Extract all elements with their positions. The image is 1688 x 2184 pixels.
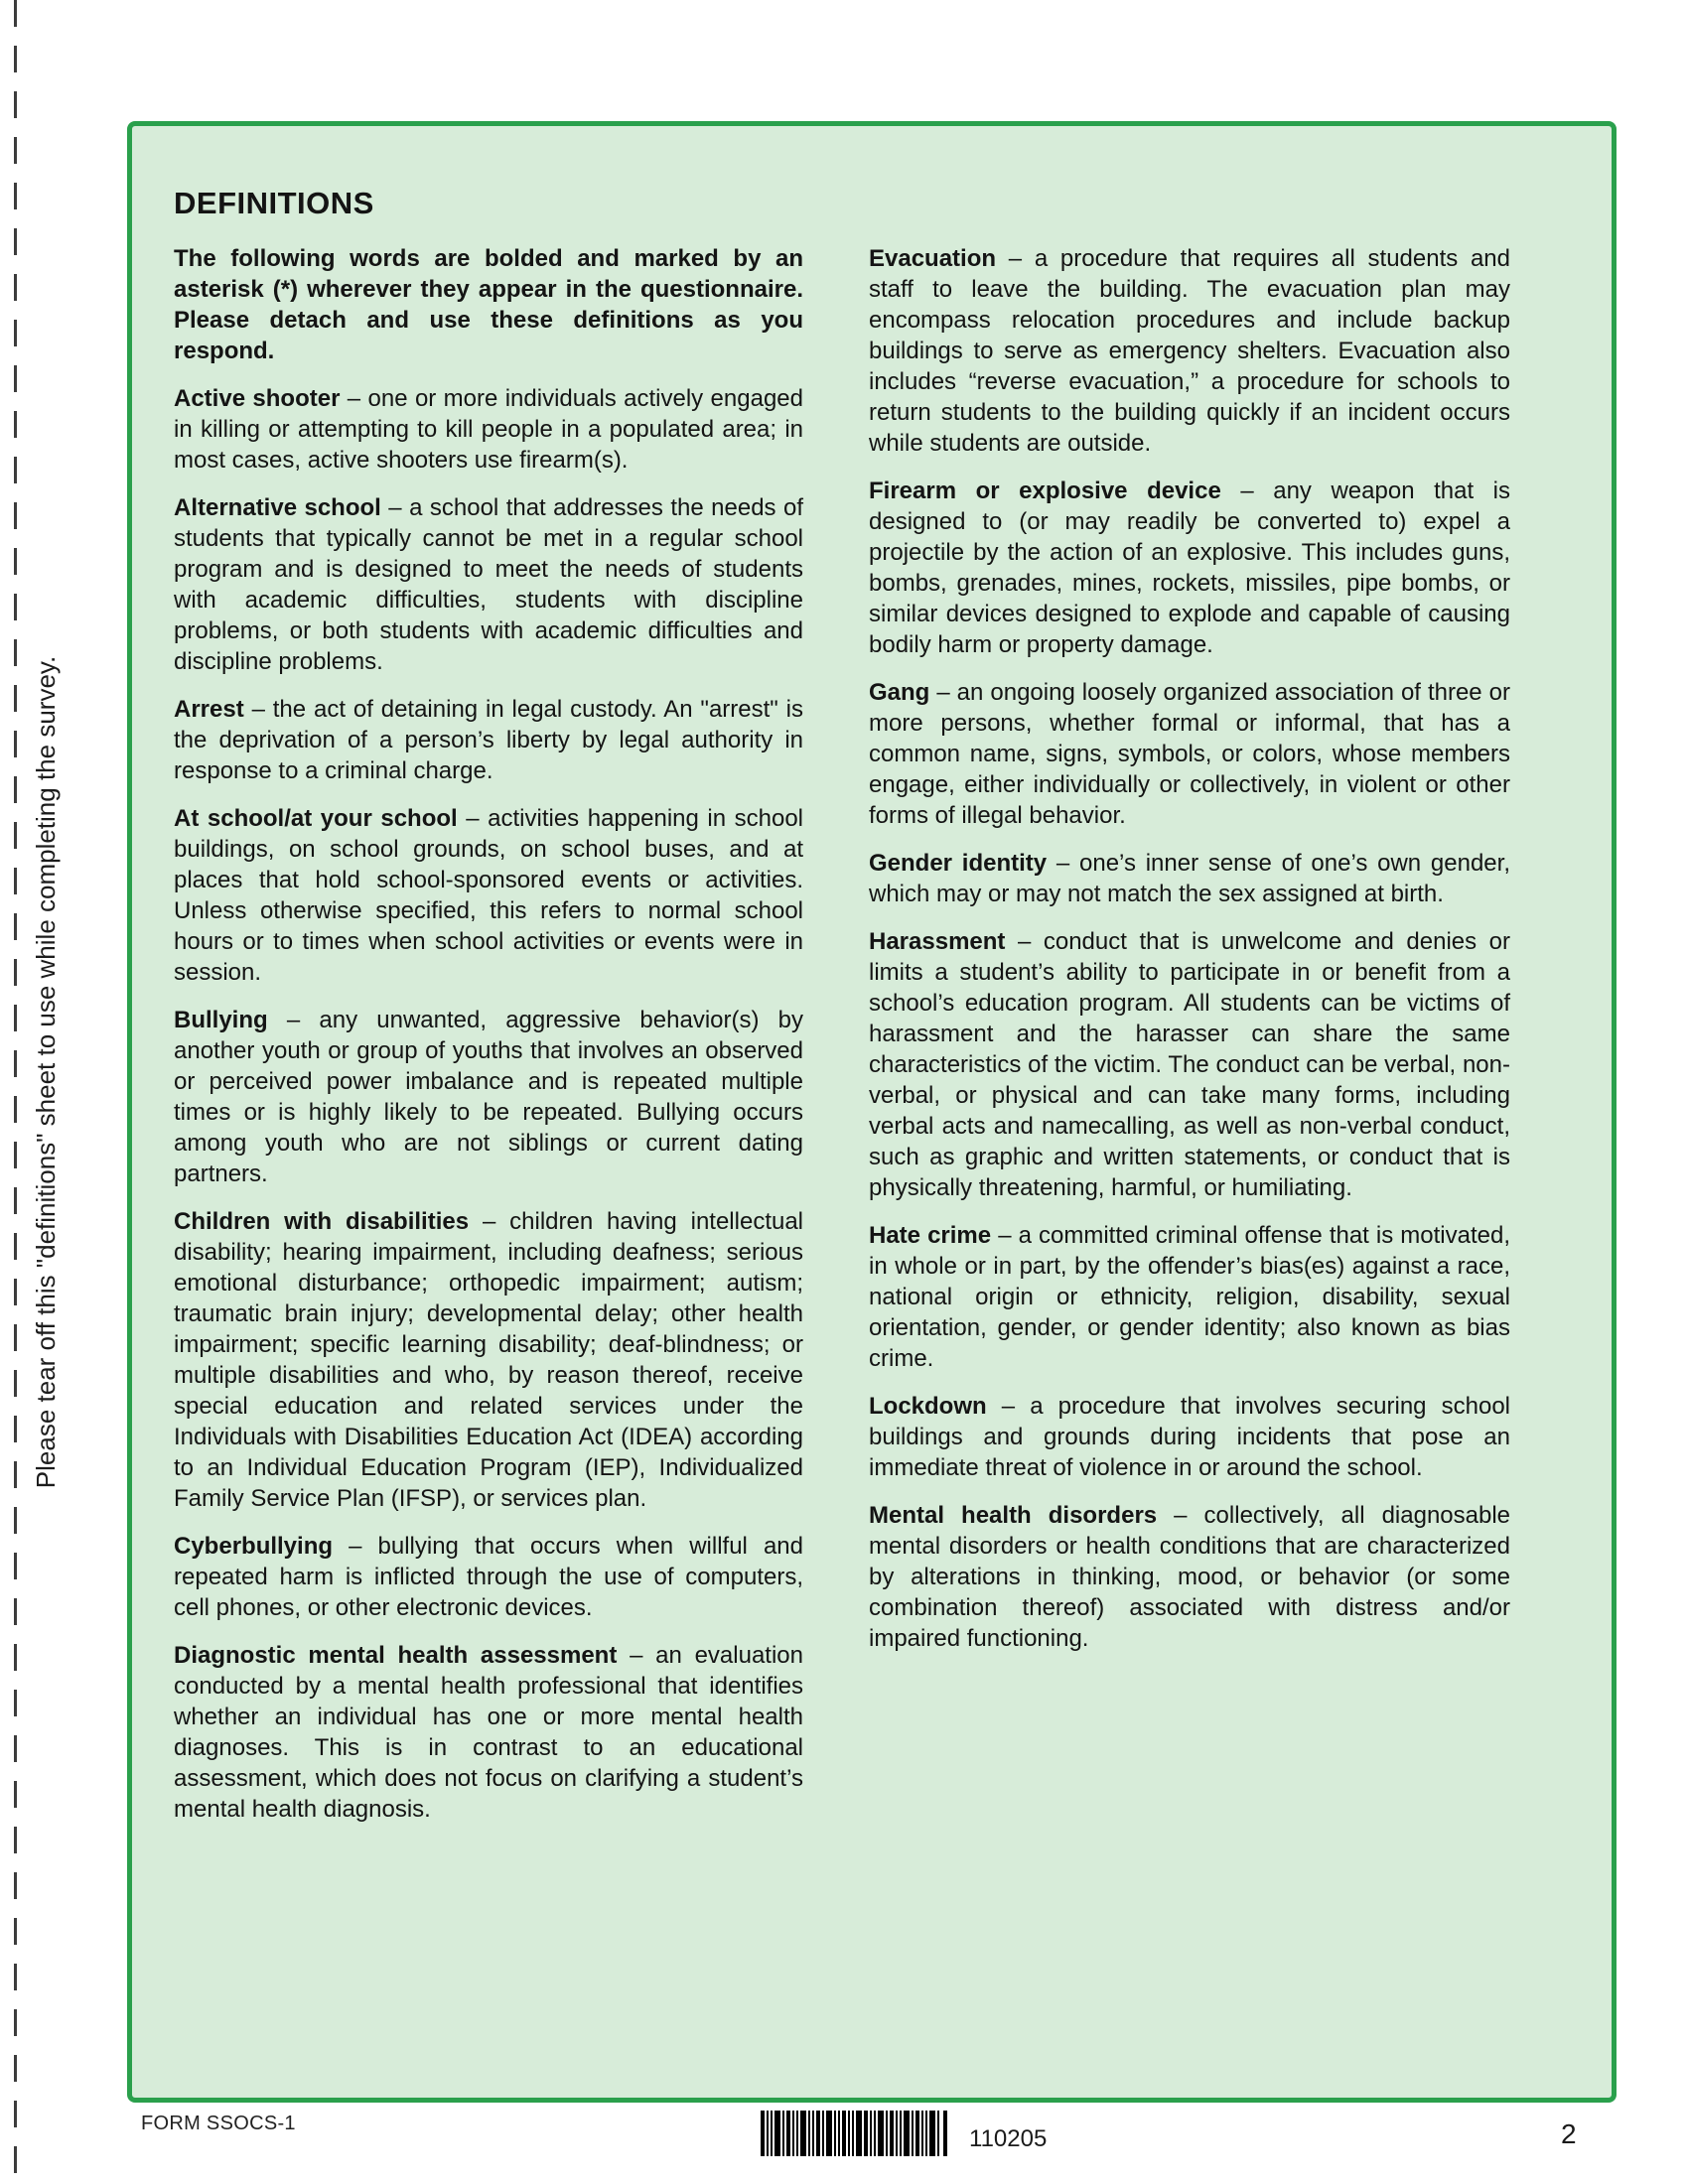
definition-term: At school/at your school [174, 805, 458, 832]
definition-text: – a school that addresses the needs of students that typically cannot be met in a regular school program and is designed to meet the needs of students with academic difficulties, students with discipline problems, or both students with academic difficulties and discipline problems. [174, 494, 804, 675]
definition-harassment [869, 926, 1510, 1203]
definition-text: – a procedure that involves securing school buildings and grounds during incidents that pose an immediate threat of violence in or around the school. [869, 1393, 1510, 1481]
tear-off-dashed-line [14, 0, 17, 2184]
definition-text: – an evaluation conducted by a mental health professional that identifies whether an individual has one or more mental health diagnoses. This is in contrast to an educational assessment, which does not focus on clarifying a student’s mental health diagnosis. [174, 1642, 803, 1823]
definition-term: Mental health disorders [869, 1502, 1158, 1529]
definition-text: – any unwanted, aggressive behavior(s) by another youth or group of youths that involves an observed or perceived power imbalance and is repeated multiple times or is highly likely to be repeated. Bullying occurs among youth who are not siblings or current dating partners. [174, 1007, 804, 1187]
tear-off-instruction: Please tear off this "definitions" sheet to use while completing the survey. [31, 655, 61, 1489]
definition-text: – the act of detaining in legal custody. An "arrest" is the deprivation of a person’s liberty by legal authority in response to a criminal charge. [174, 696, 803, 784]
definition-diagnostic-mental-health-assessment [174, 1640, 803, 1825]
definition-gang [869, 677, 1510, 831]
definition-mental-health-disorders [869, 1500, 1510, 1654]
definition-text: – a procedure that requires all students and staff to leave the building. The evacuation plan may encompass relocation procedures and include backup buildings to serve as emergency shelters. Evacuation also includes “reverse evacuation,” a procedure for schools to return students to the building quickly if an incident occurs while students are outside. [869, 245, 1510, 457]
definition-term: Harassment [869, 928, 1006, 955]
definitions-column-right [869, 243, 1510, 1842]
definition-text: – children having intellectual disability; hearing impairment, including deafness; serious emotional disturbance; orthopedic impairment; autism; traumatic brain injury; developmental delay; other health impairment; specific learning disability; deaf-blindness; or multiple disabilities and who, by reason thereof, receive special education and related services under the Individuals with Disabilities Education Act (IDEA) according to an Individual Education Program (IEP), Individualized Family Service Plan (IFSP), or services plan. [174, 1208, 804, 1512]
definition-children-with-disabilities [174, 1206, 803, 1514]
page-number: 2 [1561, 2118, 1577, 2149]
definition-term: Cyberbullying [174, 1533, 334, 1560]
definition-cyberbullying [174, 1531, 803, 1623]
definition-term: Firearm or explosive device [869, 478, 1221, 504]
definitions-box [127, 121, 1617, 2103]
definition-term: Gang [869, 679, 930, 706]
definition-term: Diagnostic mental health assessment [174, 1642, 618, 1669]
definition-hate-crime [869, 1220, 1510, 1374]
definition-alternative-school [174, 492, 803, 677]
definition-term: Children with disabilities [174, 1208, 470, 1235]
definition-term: Gender identity [869, 850, 1048, 877]
page-title: DEFINITIONS [174, 186, 374, 220]
definitions-columns [174, 243, 1612, 1842]
definition-text: – bullying that occurs when willful and repeated harm is inflicted through the use of computers, cell phones, or other electronic devices. [174, 1533, 803, 1621]
definition-active-shooter [174, 383, 803, 476]
definition-term: Arrest [174, 696, 244, 723]
definition-term: Active shooter [174, 385, 341, 412]
definition-term: Evacuation [869, 245, 997, 272]
definition-text: – an ongoing loosely organized association of three or more persons, whether formal or informal, that has a common name, signs, symbols, or colors, whose members engage, either individually or collectively, in violent or other forms of illegal behavior. [869, 679, 1510, 829]
definition-term: Hate crime [869, 1222, 992, 1249]
definition-term: Alternative school [174, 494, 381, 521]
definition-text: – collectively, all diagnosable mental disorders or health conditions that are characterized by alterations in thinking, mood, or behavior (or some combination thereof) associated with distress and/or impaired functioning. [869, 1502, 1511, 1652]
definition-at-school [174, 803, 803, 988]
definition-text: – one or more individuals actively engaged in killing or attempting to kill people in a populated area; in most cases, active shooters use firearm(s). [174, 385, 803, 474]
definition-bullying [174, 1005, 803, 1189]
definition-term: Bullying [174, 1007, 268, 1033]
definition-firearm-or-explosive-device [869, 476, 1510, 660]
definition-arrest [174, 694, 803, 786]
barcode-number: 110205 [969, 2125, 1048, 2152]
barcode-icon [761, 2111, 947, 2156]
definition-text: – a committed criminal offense that is motivated, in whole or in part, by the offender’s bias(es) against a race, national origin or ethnicity, religion, disability, sexual orientation, gender, or gender identity; also known as bias crime. [869, 1222, 1511, 1372]
definition-term: Lockdown [869, 1393, 987, 1420]
form-code-label: FORM SSOCS-1 [141, 2113, 296, 2134]
definition-evacuation [869, 243, 1510, 459]
barcode-group [761, 2111, 1047, 2156]
definitions-column-left [174, 243, 803, 1842]
definition-text: – activities happening in school buildings, on school grounds, on school buses, and at places that hold school-sponsored events or activities. Unless otherwise specified, this refers to normal school hours or to times when school activities or events were in session. [174, 805, 804, 986]
definition-text: – conduct that is unwelcome and denies or limits a student’s ability to participate in or benefit from a school’s education program. All students can be victims of harassment and the harasser can share the same characteristics of the victim. The conduct can be verbal, non-verbal, or physical and can take many forms, including verbal acts and namecalling, as well as non-verbal conduct, such as graphic and written statements, or conduct that is physically threatening, harmful, or humiliating. [869, 928, 1510, 1201]
definition-lockdown [869, 1391, 1510, 1483]
definition-text: – one’s inner sense of one’s own gender, which may or may not match the sex assigned at birth. [869, 850, 1510, 907]
definition-gender-identity [869, 848, 1510, 909]
intro-paragraph: The following words are bolded and marked by an asterisk (*) wherever they appear in the questionnaire. Please detach and use these definitions as you respond. [174, 245, 803, 364]
definition-text: – any weapon that is designed to (or may readily be converted to) expel a projectile by the action of an explosive. This includes guns, bombs, grenades, mines, rockets, missiles, pipe bombs, or similar devices designed to explode and capable of causing bodily harm or property damage. [869, 478, 1510, 658]
